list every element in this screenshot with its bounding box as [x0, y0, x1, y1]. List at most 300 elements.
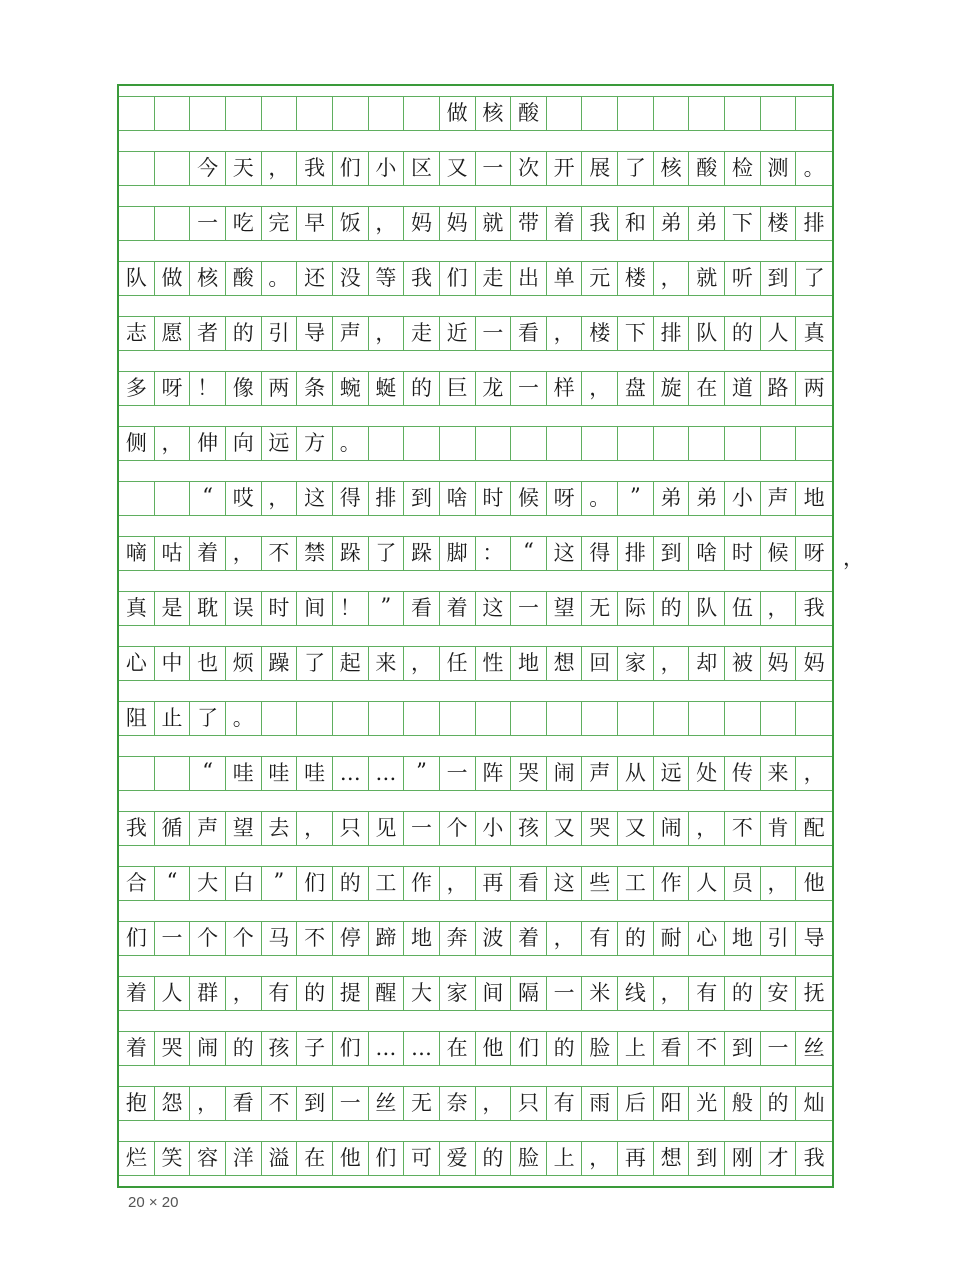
grid-cell: 下 — [725, 207, 761, 240]
grid-cell: 他 — [333, 1142, 369, 1175]
grid-cell: 雨 — [582, 1087, 618, 1120]
grid-cell: 在 — [440, 1032, 476, 1065]
grid-cell: 啥 — [440, 482, 476, 515]
grid-cell: 只 — [511, 1087, 547, 1120]
text-row — [119, 701, 832, 736]
grid-cell: 脚 — [440, 537, 476, 570]
grid-cell: 嘀 — [119, 537, 155, 570]
grid-cell — [761, 702, 797, 735]
grid-cell: 到 — [725, 1032, 761, 1065]
grid-cell — [369, 97, 405, 130]
grid-cell — [262, 97, 298, 130]
grid-cell: 小 — [725, 482, 761, 515]
grid-cell: 蹄 — [369, 922, 405, 955]
grid-cell: 饭 — [333, 207, 369, 240]
grid-cell: … — [369, 757, 405, 790]
grid-cell: 哇 — [297, 757, 333, 790]
text-row — [119, 316, 832, 351]
grid-cell: 脸 — [582, 1032, 618, 1065]
grid-cell: 丝 — [803, 1036, 825, 1060]
grid-cell — [404, 702, 440, 735]
grid-cell: 楼 — [582, 317, 618, 350]
grid-cell: 测 — [761, 152, 797, 185]
grid-cell — [761, 97, 797, 130]
grid-cell: 呀 — [155, 372, 191, 405]
grid-cell — [761, 427, 797, 460]
grid-cell — [297, 97, 333, 130]
grid-cell: 阵 — [476, 757, 512, 790]
grid-cell: 一 — [476, 317, 512, 350]
grid-cell: 的 — [618, 922, 654, 955]
grid-cell: 时 — [725, 537, 761, 570]
grid-cell: 得 — [582, 537, 618, 570]
grid-cell: “ — [190, 482, 226, 515]
grid-cell: 来 — [369, 647, 405, 680]
grid-cell: 真 — [119, 592, 155, 625]
grid-cell: 人 — [761, 317, 797, 350]
grid-cell: 们 — [440, 262, 476, 295]
grid-cell: 地 — [725, 922, 761, 955]
text-row — [119, 206, 832, 241]
text-row — [119, 866, 832, 901]
grid-cell: 排 — [369, 482, 405, 515]
grid-cell — [654, 702, 690, 735]
grid-cell — [582, 702, 618, 735]
grid-cell: 妈 — [404, 207, 440, 240]
grid-cell: 看 — [404, 592, 440, 625]
grid-cell: 一 — [333, 1087, 369, 1120]
grid-cell — [155, 97, 191, 130]
grid-cell: 望 — [226, 812, 262, 845]
grid-cell: 两 — [262, 372, 298, 405]
grid-cell: 才 — [761, 1142, 797, 1175]
grid-cell: 的 — [654, 592, 690, 625]
grid-cell: 引 — [761, 922, 797, 955]
grid-cell: ， — [155, 427, 191, 460]
grid-cell: 躁 — [262, 647, 298, 680]
grid-cell: 的 — [297, 977, 333, 1010]
grid-cell: 些 — [582, 867, 618, 900]
grid-cell: 来 — [761, 757, 797, 790]
grid-cell: 地 — [803, 486, 825, 510]
grid-cell: 哭 — [511, 757, 547, 790]
grid-cell: 伸 — [190, 427, 226, 460]
grid-cell — [262, 702, 298, 735]
grid-cell: ， — [654, 977, 690, 1010]
grid-cell: 了 — [190, 702, 226, 735]
grid-cell: 得 — [333, 482, 369, 515]
grid-cell: 着 — [190, 537, 226, 570]
grid-cell: 小 — [369, 152, 405, 185]
text-row — [119, 756, 832, 791]
grid-cell: 到 — [297, 1087, 333, 1120]
grid-cell: 到 — [654, 537, 690, 570]
grid-cell: 他 — [476, 1032, 512, 1065]
grid-cell: 有 — [689, 977, 725, 1010]
grid-cell: 回 — [582, 647, 618, 680]
grid-cell: 我 — [582, 207, 618, 240]
grid-cell: 跺 — [333, 537, 369, 570]
grid-cell: 大 — [404, 977, 440, 1010]
grid-cell: 。 — [226, 702, 262, 735]
grid-cell: 我 — [803, 1146, 825, 1170]
grid-cell: 群 — [190, 977, 226, 1010]
grid-cell: 合 — [119, 867, 155, 900]
text-row — [119, 1141, 832, 1176]
grid-cell: 有 — [262, 977, 298, 1010]
grid-cell: 止 — [155, 702, 191, 735]
grid-cell: 一 — [511, 592, 547, 625]
text-row — [119, 536, 832, 571]
grid-cell: ， — [476, 1087, 512, 1120]
grid-cell: 却 — [689, 647, 725, 680]
grid-cell: ， — [440, 867, 476, 900]
grid-cell: 们 — [333, 1032, 369, 1065]
grid-cell: 龙 — [476, 372, 512, 405]
grid-cell: 家 — [618, 647, 654, 680]
grid-cell: 隔 — [511, 977, 547, 1010]
grid-cell: 灿 — [803, 1091, 825, 1115]
grid-cell: ” — [618, 482, 654, 515]
grid-cell: 弟 — [689, 207, 725, 240]
grid-cell: 楼 — [618, 262, 654, 295]
grid-cell: 弟 — [654, 482, 690, 515]
grid-cell: 一 — [761, 1032, 797, 1065]
grid-cell: 着 — [119, 1032, 155, 1065]
grid-cell: 也 — [190, 647, 226, 680]
grid-cell — [476, 702, 512, 735]
grid-cell: 间 — [297, 592, 333, 625]
text-row — [119, 261, 832, 296]
grid-cell: ， — [803, 761, 825, 785]
grid-cell: 啥 — [689, 537, 725, 570]
grid-cell: 楼 — [761, 207, 797, 240]
grid-cell: 溢 — [262, 1142, 298, 1175]
grid-cell: 志 — [119, 317, 155, 350]
grid-cell: 耽 — [190, 592, 226, 625]
grid-cell: 路 — [761, 372, 797, 405]
grid-cell: 。 — [582, 482, 618, 515]
grid-cell: 无 — [582, 592, 618, 625]
grid-cell — [119, 97, 155, 130]
grid-cell: 作 — [404, 867, 440, 900]
grid-cell: 阳 — [654, 1087, 690, 1120]
grid-cell: “ — [511, 537, 547, 570]
grid-cell: 愿 — [155, 317, 191, 350]
grid-cell — [226, 97, 262, 130]
grid-cell: 下 — [618, 317, 654, 350]
text-row — [119, 646, 832, 681]
grid-cell: 闹 — [547, 757, 583, 790]
text-row — [119, 426, 832, 461]
grid-cell — [155, 152, 191, 185]
grid-cell — [190, 97, 226, 130]
grid-cell — [547, 427, 583, 460]
grid-cell: 耐 — [654, 922, 690, 955]
grid-cell: 。 — [262, 262, 298, 295]
grid-cell: 不 — [725, 812, 761, 845]
grid-cell: ， — [689, 812, 725, 845]
grid-cell: 的 — [333, 867, 369, 900]
text-row — [119, 976, 832, 1011]
margin-overflow-punctuation: ， — [843, 546, 864, 570]
grid-cell — [796, 702, 832, 735]
grid-cell: 近 — [440, 317, 476, 350]
grid-cell: 工 — [618, 867, 654, 900]
grid-cell — [155, 482, 191, 515]
grid-cell: 波 — [476, 922, 512, 955]
grid-cell: 盘 — [618, 372, 654, 405]
grid-cell: 般 — [725, 1087, 761, 1120]
grid-cell: ！ — [333, 592, 369, 625]
grid-cell: 想 — [654, 1142, 690, 1175]
grid-cell: 烂 — [119, 1142, 155, 1175]
title-char: 酸 — [511, 97, 547, 130]
grid-cell: ！ — [190, 372, 226, 405]
grid-cell — [582, 427, 618, 460]
grid-cell: 们 — [369, 1142, 405, 1175]
grid-cell: 怨 — [155, 1087, 191, 1120]
grid-cell — [404, 427, 440, 460]
grid-cell: 声 — [190, 812, 226, 845]
grid-cell: 巨 — [440, 372, 476, 405]
grid-cell: 候 — [511, 482, 547, 515]
grid-cell — [369, 427, 405, 460]
grid-cell: 处 — [689, 757, 725, 790]
grid-cell: 米 — [582, 977, 618, 1010]
grid-cell: 者 — [190, 317, 226, 350]
grid-cell: 一 — [511, 372, 547, 405]
grid-cell: 弟 — [689, 482, 725, 515]
grid-cell: 们 — [119, 922, 155, 955]
grid-cell: 小 — [476, 812, 512, 845]
grid-cell: 个 — [190, 922, 226, 955]
grid-cell: 这 — [547, 537, 583, 570]
grid-cell: 排 — [618, 537, 654, 570]
grid-cell: ， — [761, 592, 797, 625]
grid-cell: 着 — [511, 922, 547, 955]
grid-cell: 提 — [333, 977, 369, 1010]
grid-cell: 候 — [761, 537, 797, 570]
grid-cell: 跺 — [404, 537, 440, 570]
grid-cell: 的 — [547, 1032, 583, 1065]
grid-cell: ： — [476, 537, 512, 570]
grid-cell: 起 — [333, 647, 369, 680]
grid-cell: ” — [404, 757, 440, 790]
grid-cell — [582, 97, 618, 130]
grid-cell: 今 — [190, 152, 226, 185]
grid-cell: 多 — [119, 372, 155, 405]
grid-cell: 后 — [618, 1087, 654, 1120]
grid-cell: 的 — [476, 1142, 512, 1175]
grid-cell: 侧 — [119, 427, 155, 460]
grid-cell: 人 — [689, 867, 725, 900]
grid-cell: 真 — [803, 321, 825, 345]
grid-cell: 元 — [582, 262, 618, 295]
grid-cell: 这 — [547, 867, 583, 900]
grid-cell: 和 — [618, 207, 654, 240]
grid-cell: 光 — [689, 1087, 725, 1120]
grid-cell: 区 — [404, 152, 440, 185]
grid-cell: 队 — [689, 317, 725, 350]
grid-cell: 看 — [226, 1087, 262, 1120]
grid-cell: 有 — [547, 1087, 583, 1120]
text-row — [119, 481, 832, 516]
grid-cell: 不 — [262, 537, 298, 570]
grid-cell: 引 — [262, 317, 298, 350]
grid-cell: 不 — [297, 922, 333, 955]
grid-cell: 他 — [803, 871, 825, 895]
grid-cell: … — [333, 757, 369, 790]
grid-cell — [689, 427, 725, 460]
grid-cell — [297, 702, 333, 735]
grid-cell: 间 — [476, 977, 512, 1010]
grid-cell: 循 — [155, 812, 191, 845]
grid-cell: 心 — [119, 647, 155, 680]
grid-cell: 个 — [226, 922, 262, 955]
grid-cell: 闹 — [190, 1032, 226, 1065]
grid-cell: 了 — [297, 647, 333, 680]
grid-cell — [440, 702, 476, 735]
grid-cell: 们 — [511, 1032, 547, 1065]
grid-cell — [618, 97, 654, 130]
text-row — [119, 151, 832, 186]
grid-cell: 妈 — [761, 647, 797, 680]
grid-cell: 脸 — [511, 1142, 547, 1175]
grid-cell: 们 — [333, 152, 369, 185]
grid-cell — [404, 97, 440, 130]
grid-cell: 声 — [333, 317, 369, 350]
grid-cell: 抚 — [803, 981, 825, 1005]
grid-cell: 醒 — [369, 977, 405, 1010]
grid-cell: 道 — [725, 372, 761, 405]
grid-cell: 白 — [226, 867, 262, 900]
composition-grid-sheet — [117, 84, 834, 1188]
grid-cell: 妈 — [803, 651, 825, 675]
grid-cell: ， — [547, 317, 583, 350]
grid-cell: ， — [190, 1087, 226, 1120]
grid-cell: 方 — [297, 427, 333, 460]
grid-cell: 还 — [297, 262, 333, 295]
grid-cell: 没 — [333, 262, 369, 295]
grid-cell: 任 — [440, 647, 476, 680]
grid-cell: 核 — [654, 152, 690, 185]
grid-cell: ， — [761, 867, 797, 900]
grid-cell: 出 — [511, 262, 547, 295]
grid-cell: 去 — [262, 812, 298, 845]
grid-cell: 在 — [689, 372, 725, 405]
grid-cell: 传 — [725, 757, 761, 790]
grid-cell: 蜒 — [369, 372, 405, 405]
grid-cell — [511, 702, 547, 735]
grid-cell — [119, 152, 155, 185]
grid-cell: 着 — [547, 207, 583, 240]
grid-cell: 只 — [333, 812, 369, 845]
grid-cell: 条 — [297, 372, 333, 405]
grid-cell — [796, 427, 832, 460]
grid-cell: ， — [262, 482, 298, 515]
text-row — [119, 921, 832, 956]
grid-cell — [155, 207, 191, 240]
grid-cell: 单 — [547, 262, 583, 295]
grid-cell: 检 — [725, 152, 761, 185]
grid-cell: 到 — [761, 262, 797, 295]
grid-cell: 两 — [803, 376, 825, 400]
grid-cell: 再 — [476, 867, 512, 900]
grid-cell: 我 — [803, 596, 825, 620]
grid-cell: 的 — [725, 317, 761, 350]
text-row — [119, 591, 832, 626]
grid-cell: 望 — [547, 592, 583, 625]
grid-cell: 排 — [654, 317, 690, 350]
grid-cell: 笑 — [155, 1142, 191, 1175]
grid-cell: 到 — [404, 482, 440, 515]
grid-cell: 这 — [297, 482, 333, 515]
grid-cell: 马 — [262, 922, 298, 955]
grid-cell: 排 — [803, 211, 825, 235]
grid-cell: 看 — [654, 1032, 690, 1065]
grid-cell: 不 — [689, 1032, 725, 1065]
grid-cell: ， — [654, 262, 690, 295]
grid-cell: ， — [582, 1142, 618, 1175]
grid-cell: 酸 — [689, 152, 725, 185]
grid-cell: 个 — [440, 812, 476, 845]
grid-cell: 天 — [226, 152, 262, 185]
grid-cell — [547, 97, 583, 130]
grid-cell: 了 — [803, 266, 825, 290]
grid-cell: 听 — [725, 262, 761, 295]
title-char: 做 — [440, 97, 476, 130]
grid-cell: 远 — [654, 757, 690, 790]
grid-cell: “ — [190, 757, 226, 790]
grid-cell — [369, 702, 405, 735]
grid-cell: 旋 — [654, 372, 690, 405]
grid-cell: ， — [547, 922, 583, 955]
grid-cell: 抱 — [119, 1087, 155, 1120]
grid-cell: 配 — [803, 816, 825, 840]
grid-cell — [689, 702, 725, 735]
grid-cell: ， — [369, 207, 405, 240]
grid-cell: ， — [226, 977, 262, 1010]
grid-cell: “ — [155, 867, 191, 900]
grid-cell: 性 — [476, 647, 512, 680]
grid-cell: 子 — [297, 1032, 333, 1065]
grid-cell: 哎 — [226, 482, 262, 515]
grid-cell — [547, 702, 583, 735]
grid-cell: 。 — [803, 156, 825, 180]
grid-cell — [155, 757, 191, 790]
grid-cell: 安 — [761, 977, 797, 1010]
grid-cell: 闹 — [654, 812, 690, 845]
grid-cell: 际 — [618, 592, 654, 625]
grid-cell: 队 — [119, 262, 155, 295]
grid-cell — [725, 702, 761, 735]
grid-cell: 心 — [689, 922, 725, 955]
grid-cell: 一 — [155, 922, 191, 955]
grid-cell: 的 — [404, 372, 440, 405]
grid-cell: 肯 — [761, 812, 797, 845]
grid-cell: 做 — [155, 262, 191, 295]
grid-cell: 完 — [262, 207, 298, 240]
grid-size-label: 20 × 20 — [128, 1194, 179, 1211]
grid-cell: 声 — [761, 482, 797, 515]
text-row — [119, 371, 832, 406]
grid-cell: 从 — [618, 757, 654, 790]
grid-cell: 样 — [547, 372, 583, 405]
grid-cell: 孩 — [511, 812, 547, 845]
grid-cell: 又 — [547, 812, 583, 845]
grid-cell: 又 — [440, 152, 476, 185]
